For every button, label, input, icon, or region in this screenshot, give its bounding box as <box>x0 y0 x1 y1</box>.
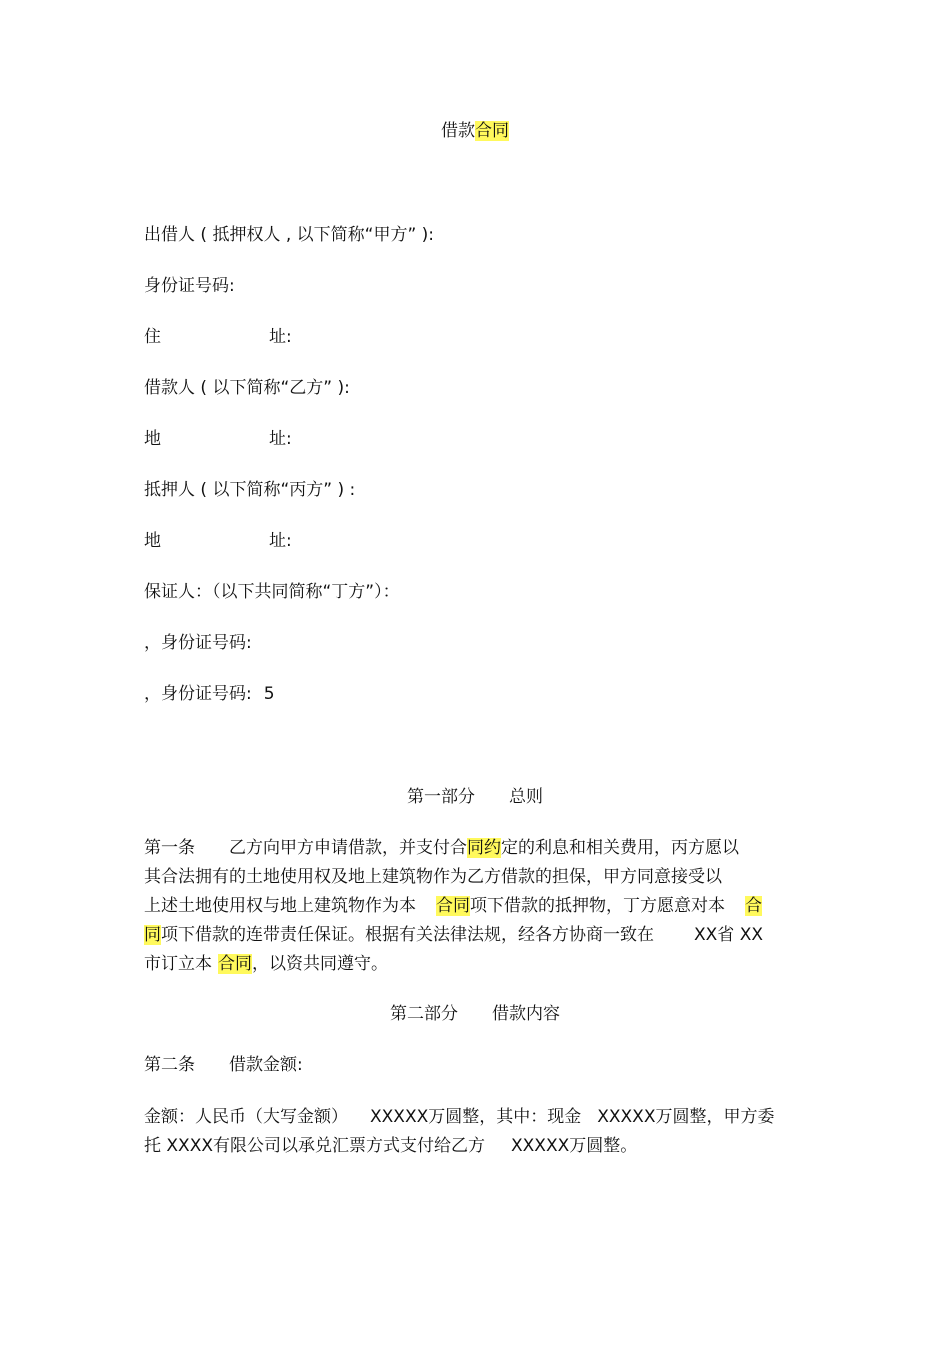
article2-number: 第二条 <box>144 1055 195 1075</box>
lender-address-line: 住 址: <box>144 327 292 347</box>
lender-id-line: 身份证号码: <box>144 276 235 296</box>
part1-heading: 第一部分 总则 <box>407 787 543 807</box>
article1-number: 第一条 <box>144 838 195 858</box>
highlight: 合同 <box>218 954 252 974</box>
guarantor-id-line-1: ，身份证号码: <box>144 633 252 653</box>
highlight: 同 <box>144 925 161 945</box>
borrower-line: 借款人 ( 以下简称“乙方” ): <box>144 378 350 398</box>
guarantor-id-line-2: ，身份证号码: 5 <box>144 684 275 704</box>
mortgagor-line: 抵押人 ( 以下简称“丙方” ) : <box>144 480 356 500</box>
article2-line: 第二条 借款金额: <box>144 1055 303 1075</box>
highlight: 合同 <box>475 121 509 141</box>
borrower-address-line: 地 址: <box>144 429 292 449</box>
guarantor-line: 保证人：（以下共同简称“丁方”）： <box>144 582 400 602</box>
article1-line-5: 市订立本 合同，以资共同遵守。 <box>144 954 388 974</box>
highlight: 合 <box>745 896 762 916</box>
highlight: 同约 <box>467 838 501 858</box>
mortgagor-address-line: 地 址: <box>144 531 292 551</box>
article1-line-4: 同项下借款的连带责任保证。根据有关法律法规，经各方协商一致在 XX省 XX <box>144 925 763 945</box>
article1-line-3: 上述土地使用权与地上建筑物作为本 合同项下借款的抵押物，丁方愿意对本 合 <box>144 896 762 916</box>
lender-line: 出借人 ( 抵押权人 , 以下简称“甲方” ): <box>144 225 435 245</box>
highlight: 合同 <box>436 896 470 916</box>
amount-line-1: 金额：人民币（大写金额） XXXXX万圆整，其中：现金 XXXXX万圆整，甲方委 <box>144 1107 775 1127</box>
document-title: 借款合同 <box>441 121 509 141</box>
article1-line-2: 其合法拥有的土地使用权及地上建筑物作为乙方借款的担保，甲方同意接受以 <box>144 867 722 887</box>
article1-line-1: 第一条 乙方向甲方申请借款，并支付合同约定的利息和相关费用，丙方愿以 <box>144 838 739 858</box>
part2-heading: 第二部分 借款内容 <box>390 1004 560 1024</box>
amount-line-2: 托 XXXX有限公司以承兑汇票方式支付给乙方 XXXXX万圆整。 <box>144 1136 638 1156</box>
